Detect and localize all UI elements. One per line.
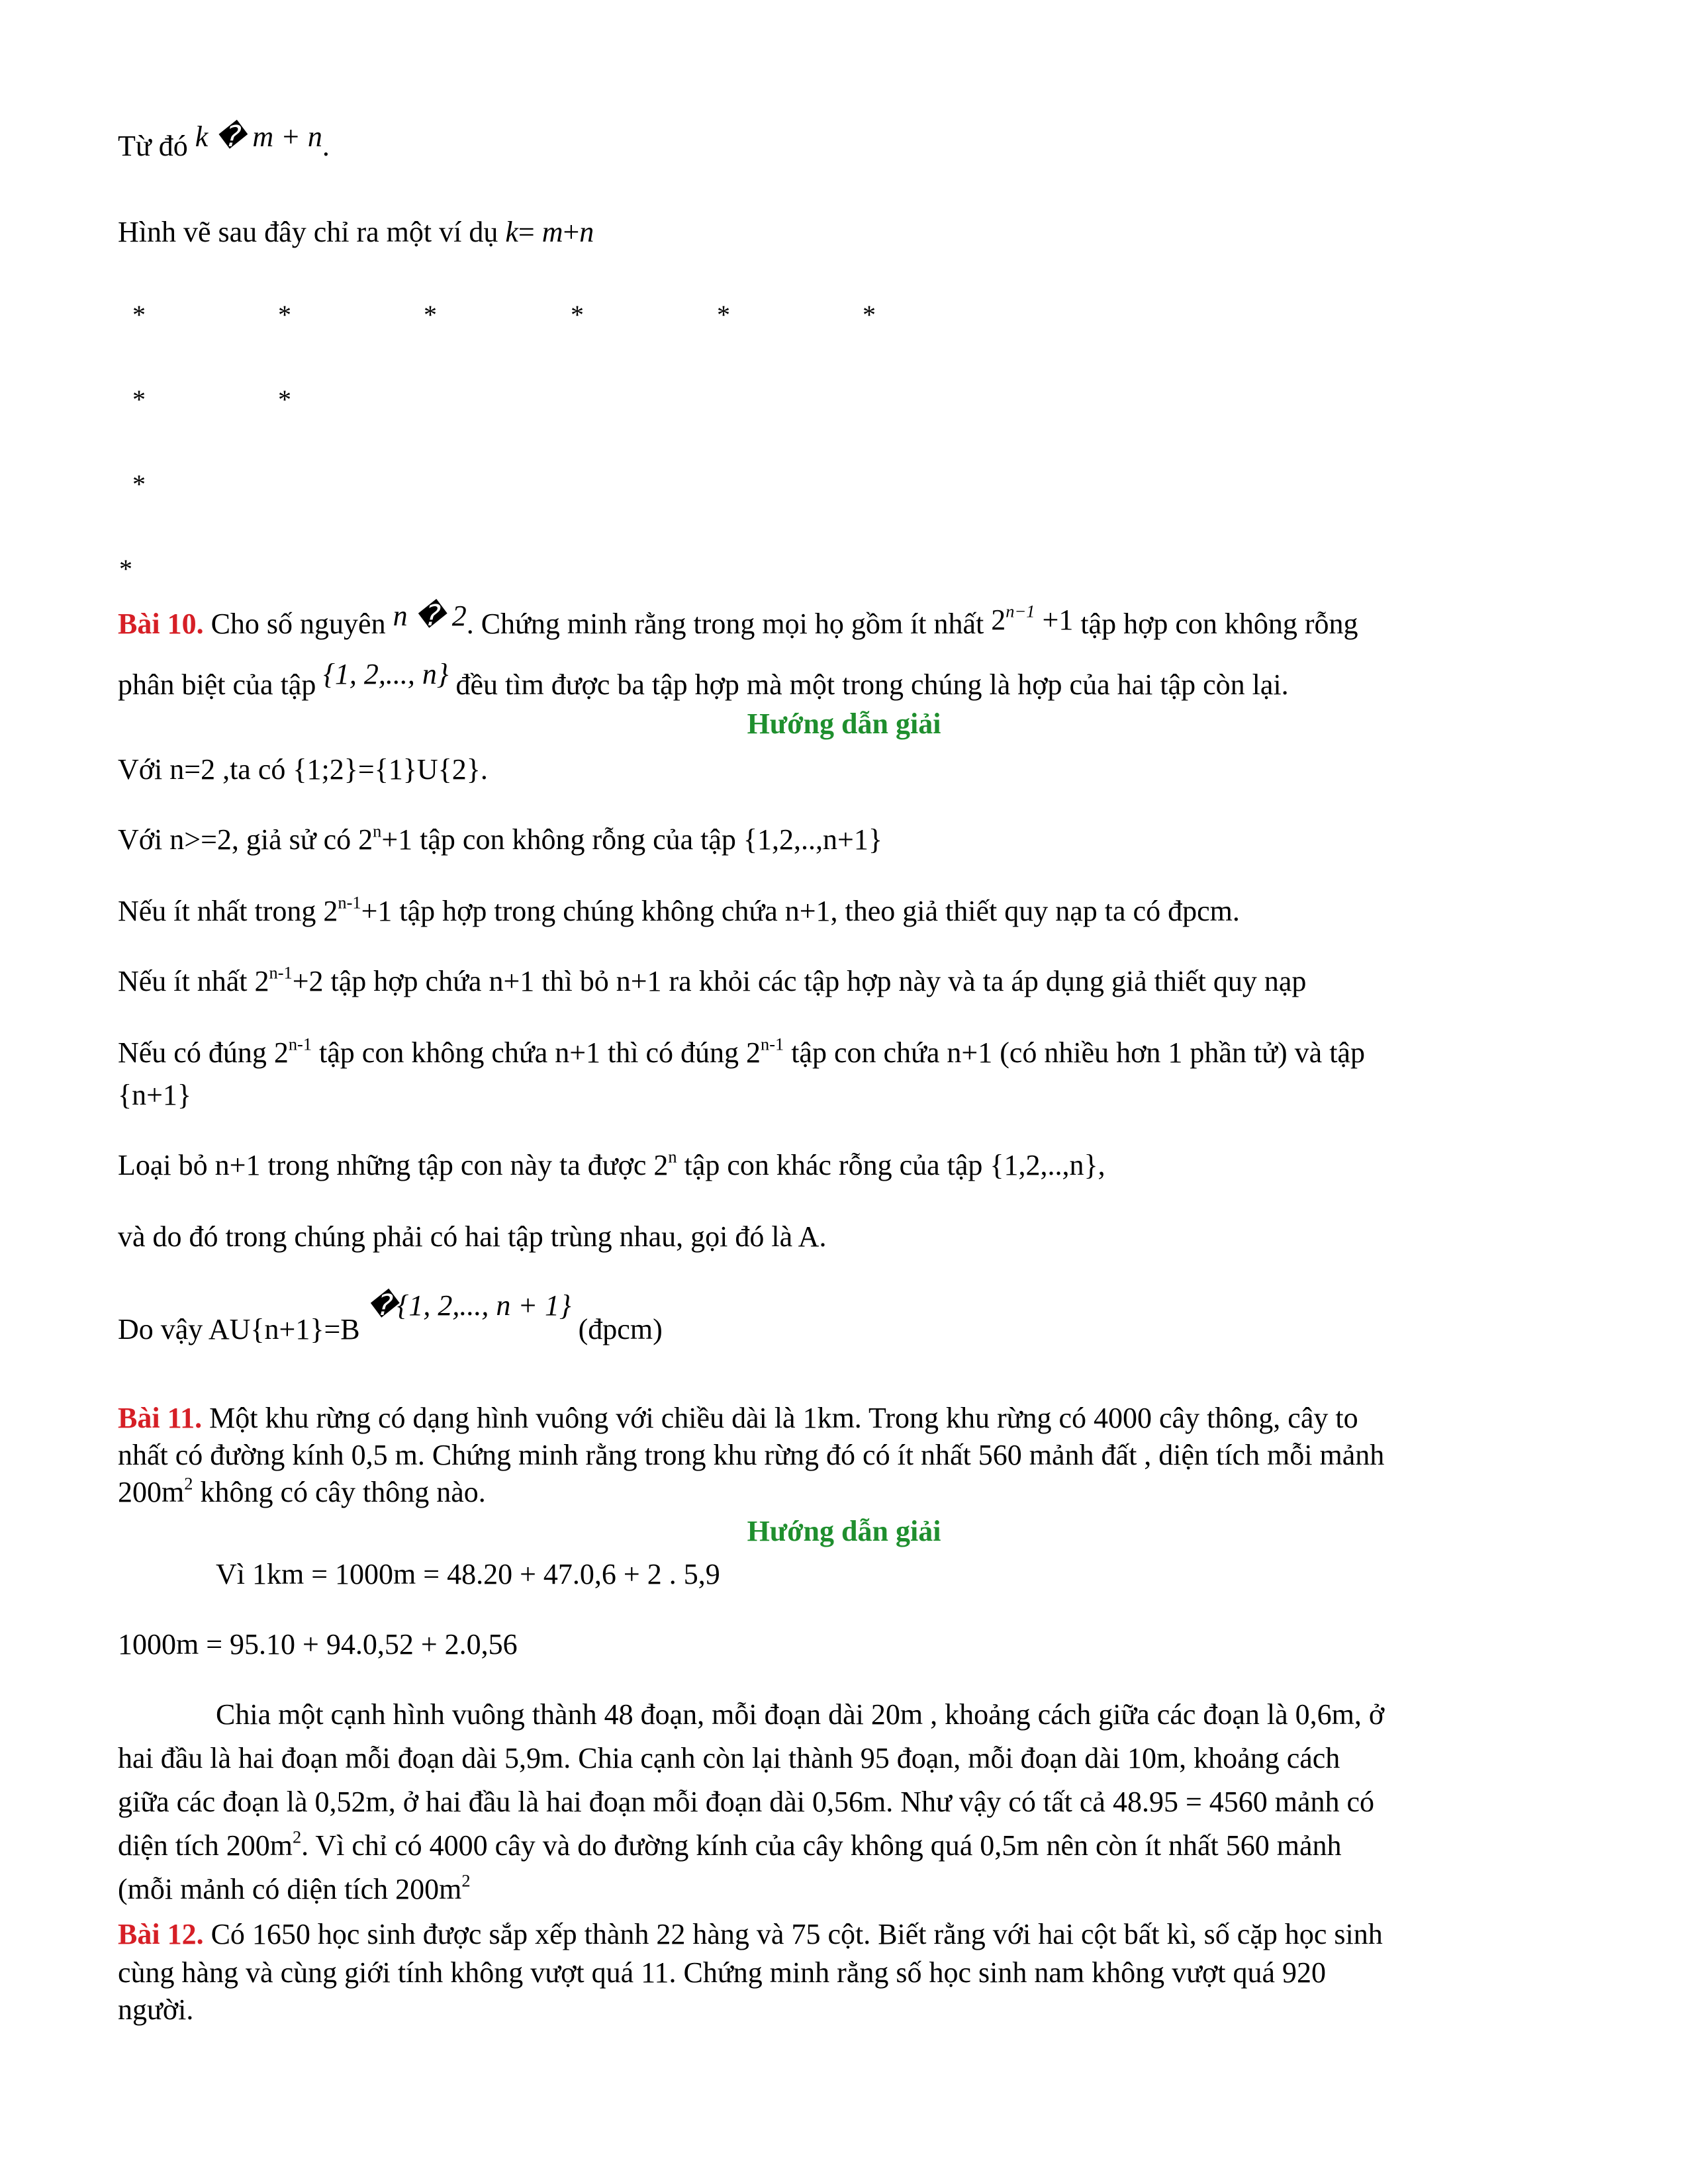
line-hinh-ve: Hình vẽ sau đây chỉ ra một ví dụ k= m+n	[118, 216, 594, 248]
star: *	[278, 300, 291, 330]
bai10-p8: Do vậy AU{n+1}=B �{1, 2,..., n + 1} (đpcm)	[118, 1289, 663, 1345]
bai10-label: Bài 10.	[118, 608, 204, 640]
bai10-p5: Nếu có đúng 2$^{n-1}$ tập con không chứa n+1 thì có đúng 2$^{n-1}$ tập con chứa n+1 (có nhiều hơn 1 phần tử) và tập	[118, 1034, 1365, 1069]
line-tu-do: Từ đó k � m + n.	[118, 120, 330, 162]
bai11-line2: nhất có đường kính 0,5 m. Chứng minh rằng trong khu rừng đó có ít nhất 560 mảnh đất , diện tích mỗi mảnh	[118, 1439, 1385, 1471]
math-set-1-n-plus-1: �{1, 2,..., n + 1}	[367, 1289, 571, 1322]
bai10-p3: Nếu ít nhất trong $2^{n-1}+1$ tập hợp trong chúng không chứa n+1, theo giả thiết quy nạp ta có đpcm.	[118, 892, 1240, 927]
bai11-p1: Vì 1km = 1000m = 48.20 + 47.0,6 + 2 . 5,9	[216, 1558, 720, 1590]
bai11-p4: hai đầu là hai đoạn mỗi đoạn dài 5,9m. Chia cạnh còn lại thành 95 đoạn, mỗi đoạn dài 10m, khoảng cách	[118, 1742, 1340, 1774]
bai12-label: Bài 12.	[118, 1918, 204, 1950]
bai11-label: Bài 11.	[118, 1402, 203, 1434]
math-n-ge-2: n � 2	[393, 600, 467, 632]
bai12-line3: người.	[118, 1993, 194, 2026]
bai11-guide-heading: Hướng dẫn giải	[747, 1515, 941, 1547]
bai10-p5d: {n+1}	[118, 1079, 192, 1111]
bai11-p3: Chia một cạnh hình vuông thành 48 đoạn, mỗi đoạn dài 20m , khoảng cách giữa các đoạn là 0,6m, ở	[216, 1698, 1385, 1731]
bai12-line2: cùng hàng và cùng giới tính không vượt quá 11. Chứng minh rằng số học sinh nam không vượt quá 920	[118, 1956, 1326, 1989]
bai10-p6: Loại bỏ n+1 trong những tập con này ta được 2$^n$ tập con khác rỗng của tập {1,2,..,n},	[118, 1146, 1105, 1181]
bai12-line1: Bài 12. Có 1650 học sinh được sắp xếp thành 22 hàng và 75 cột. Biết rằng với hai cột bất kì, số cặp học sinh	[118, 1918, 1383, 1950]
bai10-p1: Với n=2 ,ta có {1;2}={1}U{2}.	[118, 753, 488, 786]
math-k-m-n: k � m + n	[195, 120, 322, 153]
bai10-guide-heading: Hướng dẫn giải	[747, 707, 941, 740]
bai11-p7: (mỗi mảnh có diện tích $200m^2$	[118, 1870, 471, 1905]
math-2-pow: $2^{n-1} +1$	[991, 601, 1074, 636]
star: *	[571, 300, 584, 330]
bai11-line3: $200m^2$ không có cây thông nào.	[118, 1473, 486, 1508]
bai10-p4: Nếu ít nhất $2^{n-1}+2$ tập hợp chứa n+1 thì bỏ n+1 ra khỏi các tập hợp này và ta áp dụng giả thiết quy nạp	[118, 962, 1307, 997]
star: *	[132, 469, 146, 499]
bai10-p7: và do đó trong chúng phải có hai tập trùng nhau, gọi đó là A.	[118, 1220, 827, 1253]
star: *	[278, 385, 291, 414]
star: *	[132, 385, 146, 414]
star: *	[119, 554, 132, 584]
math-set-1-n: {1, 2,..., n}	[323, 658, 449, 690]
bai11-p2: 1000m = 95.10 + 94.0,52 + 2.0,56	[118, 1628, 518, 1661]
star: *	[717, 300, 730, 330]
star: *	[132, 300, 146, 330]
star: *	[863, 300, 876, 330]
bai10-line2: phân biệt của tập {1, 2,..., n} đều tìm được ba tập hợp mà một trong chúng là hợp của hai tập còn lại.	[118, 658, 1289, 701]
star: *	[424, 300, 437, 330]
bai11-line1: Bài 11. Một khu rừng có dạng hình vuông với chiều dài là 1km. Trong khu rừng có 4000 cây thông, cây to	[118, 1402, 1358, 1434]
bai11-p6: diện tích $200m^2$. Vì chỉ có 4000 cây và do đường kính của cây không quá 0,5m nên còn ít nhất 560 mảnh	[118, 1827, 1342, 1862]
bai11-p5: giữa các đoạn là 0,52m, ở hai đầu là hai đoạn mỗi đoạn dài 0,56m. Như vậy có tất cả 48.95 = 4560 mảnh có	[118, 1786, 1375, 1818]
bai10-line1: Bài 10. Cho số nguyên n � 2. Chứng minh rằng trong mọi họ gồm ít nhất $2^{n-1} +1$ tập hợp con không rỗng	[118, 600, 1358, 640]
bai10-p2: Với n>=2, giả sử có $2^n+1$ tập con không rỗng của tập {1,2,..,n+1}	[118, 821, 882, 856]
